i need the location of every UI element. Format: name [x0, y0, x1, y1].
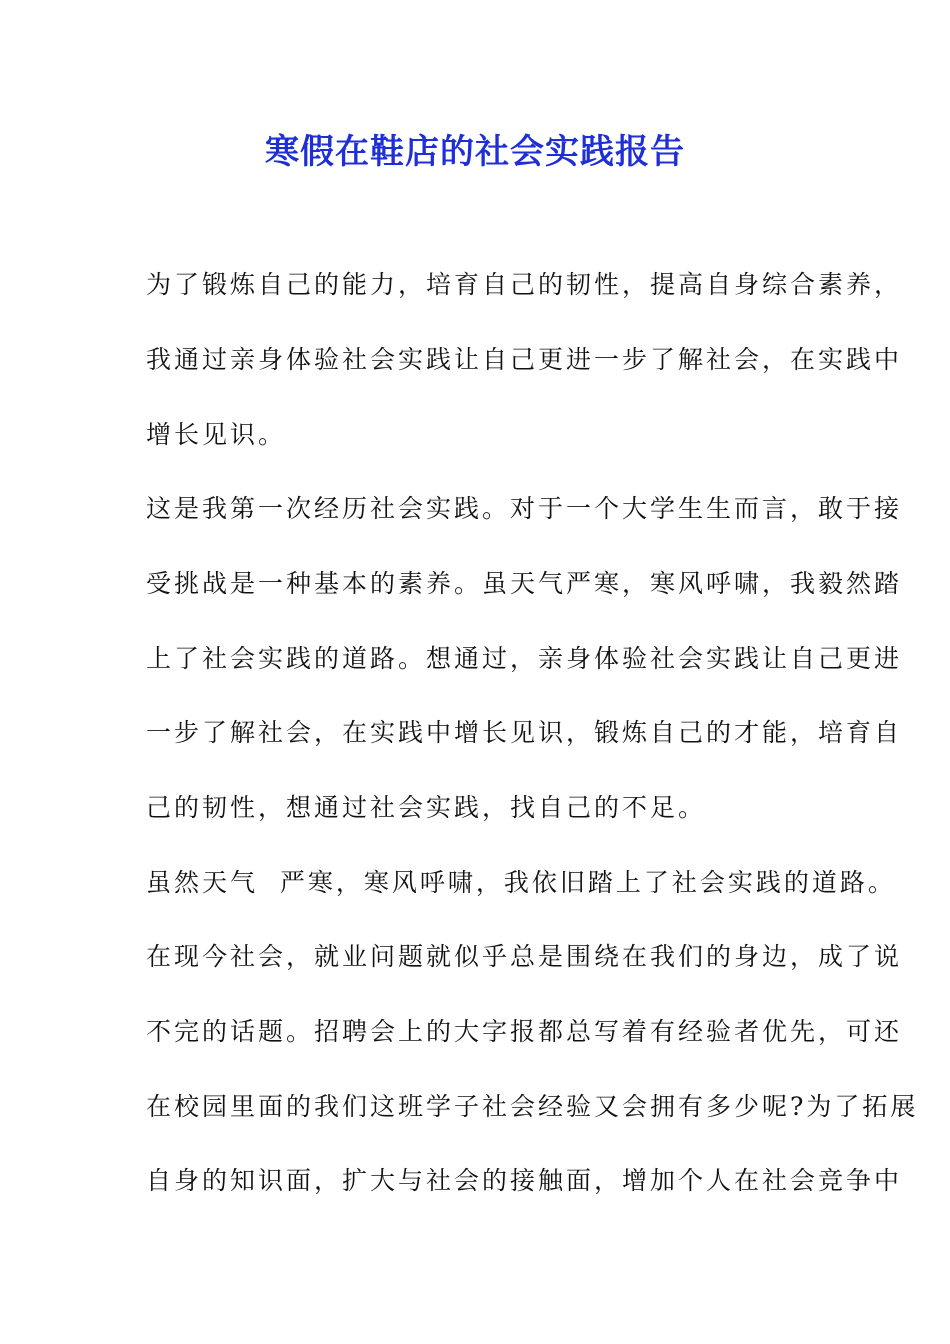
body-line: 在现今社会，就业问题就似乎总是围绕在我们的身边，成了说: [146, 942, 903, 971]
body-line: 不完的话题。招聘会上的大字报都总写着有经验者优先，可还: [146, 1017, 903, 1046]
body-line: 在校园里面的我们这班学子社会经验又会拥有多少呢?为了拓展: [146, 1092, 919, 1121]
body-line: 己的韧性，想通过社会实践，找自己的不足。: [146, 793, 707, 822]
body-line: 虽然天气 严寒，寒风呼啸，我依旧踏上了社会实践的道路。: [146, 868, 896, 897]
document-title: 寒假在鞋店的社会实践报告: [265, 132, 685, 172]
body-line: 上了社会实践的道路。想通过，亲身体验社会实践让自己更进: [146, 644, 903, 673]
body-line: 为了锻炼自己的能力，培育自己的韧性，提高自身综合素养，: [146, 270, 903, 299]
body-line: 这是我第一次经历社会实践。对于一个大学生生而言，敢于接: [146, 494, 903, 523]
body-line: 受挑战是一种基本的素养。虽天气严寒，寒风呼啸，我毅然踏: [146, 569, 903, 598]
body-line: 我通过亲身体验社会实践让自己更进一步了解社会，在实践中: [146, 345, 903, 374]
body-line: 增长见识。: [146, 420, 287, 449]
body-line: 自身的知识面，扩大与社会的接触面，增加个人在社会竞争中: [146, 1166, 903, 1195]
body-line: 一步了解社会，在实践中增长见识，锻炼自己的才能，培育自: [146, 718, 903, 747]
